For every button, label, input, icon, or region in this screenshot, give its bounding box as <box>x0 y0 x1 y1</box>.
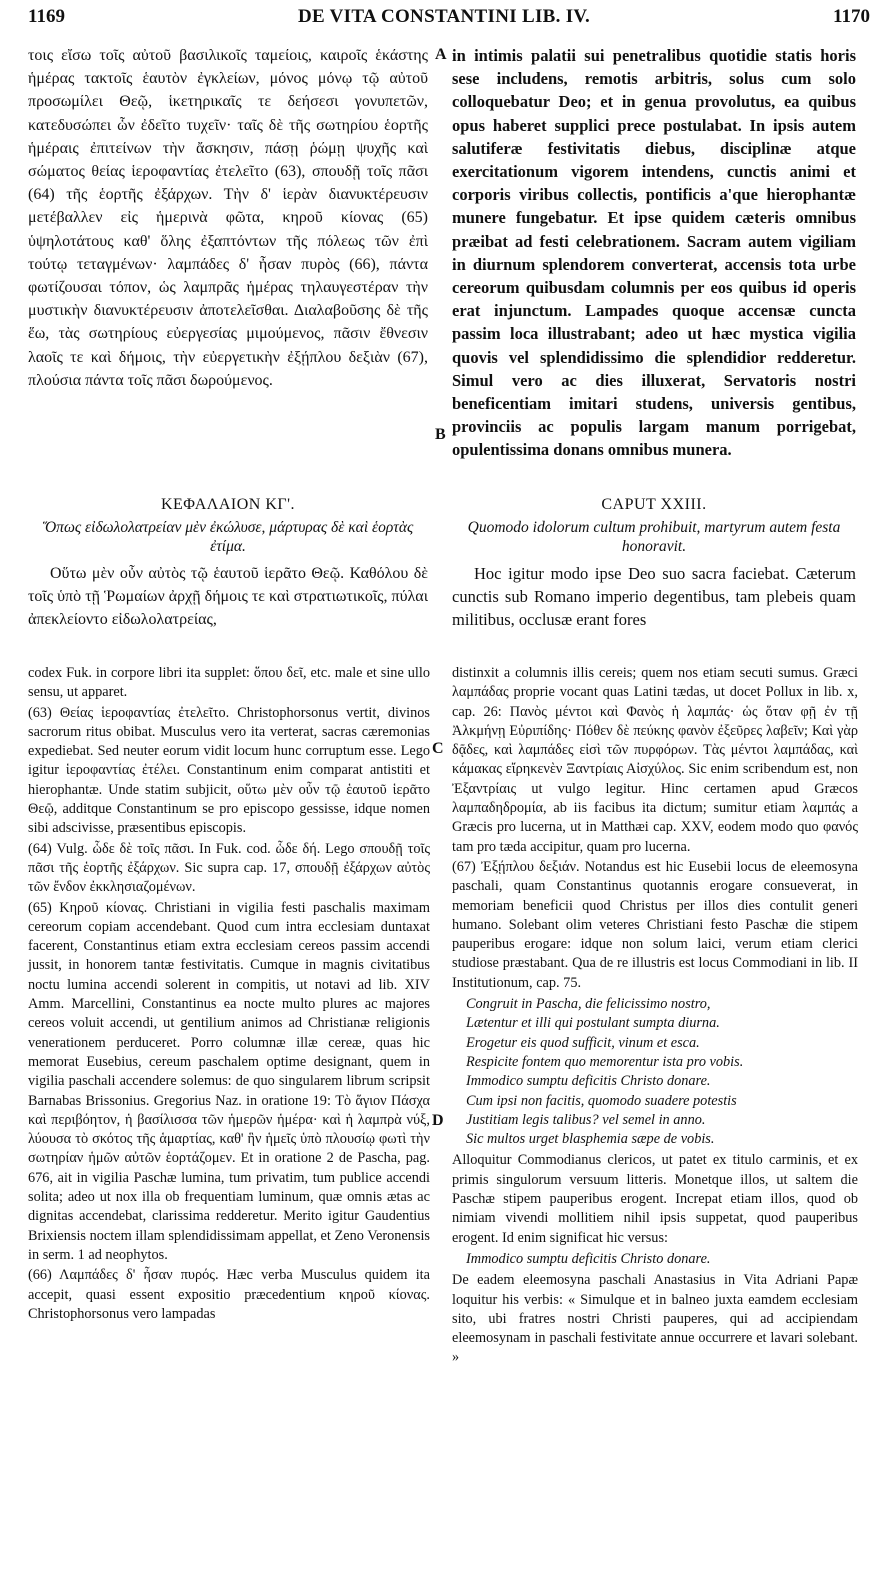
note-66-continuation: distinxit a columnis illis cereis; quem nos etiam secuti sumus. Græci λαμπάδας proprie vocant quas Latini tædas, ut docet Pollux in lib. x, cap. 26: Πανὸς μέντοι καὶ Φανὸς ἡ λαμπάς· ὡς ὅταν φῇ ἐν τῇ Ἀλκμήνῃ Εὐριπίδης· Πόθεν δὲ πεύκης φανὸν ἐξεῦρες λαβεῖν; Καὶ γὰρ δᾷδες, καὶ λαμπάδες εἰσὶ τῶν πυρφόρων. Τὰς μέντοι λαμπάδας, καὶ κάμακας εἴρηκενὲν Ξαντρίαις Αἰσχύλος. Sic enim scribendum est, non Ἐξαντρίαις ut vulgo legitur. Hinc certamen apud Græcos λαμπαδηδρομία, ab iis facibus ita dictum; sumitur etiam λαμπάς a Græcis pro lucerna, ut in Matthæi cap. XXV, eodem modo quo φανός tam pro tæda accipitur, quam pro lucerna. <box>452 665 858 855</box>
note-66: (66) Λαμπάδες δ' ἦσαν πυρός. Hæc verba Musculus quidem ita accepit, quasi essent expositio præcedentium κηροῦ κίονας. Christophorsonus vero lampadas <box>28 1267 430 1322</box>
verse-line: Erogetur eis quod sufficit, vinum et esca. <box>466 1034 700 1051</box>
latin-text-column <box>452 44 856 462</box>
greek-paragraph: τοις εἴσω τοῖς αὐτοῦ βασιλικοῖς ταμείοις, καιροῖς ἑκάστης ἡμέρας τακτοῖς ἑαυτὸν ἐγκλείων, μόνος μόνῳ τῷ αὐτοῦ προσωμίλει Θεῷ, ἱκετηρικαῖς τε δεήσεσι γονυπετῶν, κατεδυσώπει ὧν ἐδεῖτο τυχεῖν· ταῖς δὲ τῆς σωτηρίου ἑορτῆς ἡμέραις ἐπιτείνων τὴν ἄσκησιν, πάσῃ ῥώμῃ ψυχῆς καὶ σώματος θείας ἱεροφαντίας ἐτελεῖτο (63), σπουδῇ τοῖς πᾶσι (64) τῆς ἑορτῆς ἐξάρχων. Τὴν δ' ἱερὰν διανυκτέρευσιν μετέβαλλεν εἰς ἡμερινὰ φῶτα, κηροῦ κίονας (65) ὑψηλοτάτους καθ' ὅλης ἐξαπτόντων τῆς πόλεως τῶν ἐπὶ τούτῳ τεταγμένων· λαμπάδες δ' ἦσαν πυρὸς (66), πάντα φωτίζουσαι τόπον, ὡς λαμπρᾶς ἡμέρας τηλαυγεστέραν τὴν μυστικὴν διανυκτέρευσιν ἀποτελεῖσθαι. Διαλαβοῦσης δὲ τῆς ἕω, τὰς σωτηρίους εὐεργεσίας μιμούμενος, πᾶσιν ἔθνεσιν λαοῖς τε καὶ δήμοις, τὴν εὐεργετικὴν ἐξῄπλου δεξιὰν (67), πλούσια πάντα τοῖς πᾶσι δωρούμενος. <box>28 47 428 389</box>
latin-chapter-section <box>452 496 856 631</box>
latin-paragraph: in intimis palatii sui penetralibus quotidie statis horis sese includens, remotis arbitris, solus cum solo colloquebatur Deo; et in genua provolutus, ea quibus opus haberet supplici prece postulabat. In ipsis autem salutiferæ festivitatis diebus, disciplinæ atque exercitationum vigorem intendens, cunctis animi et corporis viribus collectis, pontificis a'que hierophantæ munere fungebatur. Et ipse quidem cæteris omnibus præibat ad festi celebrationem. Sacram autem vigiliam in diurnum splendorem converterat, accensis tota urbe cereorum quibusdam columnis per eos quibus id operis erat injunctum. Lampades quoque accensæ cuncta passim loca illustrabant; adeo ut hæc mystica vigilia quovis vel splendidissimo die splendidior redderetur. Simul vero ac dies illuxerat, Servatoris nostri beneficentiam imitari studens, universis gentibus, provinciis ac populis largam manum porrigebat, opulentissima donans omnibus munera. <box>452 46 856 460</box>
note-67-commentary: Alloquitur Commodianus clericos, ut patet ex titulo carminis, et ex primis singulorum versuum litteris. Monetque illos, ut saltem die Paschæ stipem pauperibus erogent. Increpat etiam illos, quod ob nimiam vivendi mollitiem nihil ipsis suppetat, quod pauperibus erogent. Id enim significat hic versus: <box>452 1152 858 1246</box>
greek-chapter-subtitle: Ὅπως εἰδωλολατρείαν μὲν ἐκώλυσε, μάρτυρας δὲ καὶ ἑορτὰς ἐτίμα. <box>42 519 414 555</box>
margin-letter-d: D <box>432 1112 444 1129</box>
greek-text-column <box>28 44 428 392</box>
note-63: (63) Θείας ἱεροφαντίας ἐτελεῖτο. Christophorsonus vertit, divinos sacrorum ritus obibat. Musculus vero ita verterat, sacras cæremonias expediebat. Sed neuter eorum vidit locum hunc corruptum esse. Lego igitur ἱεροφαντίας ἐτέλει. Constantinum enim comparat antistiti et hierophantæ. Unde statim subjicit, οὕτω μὲν οὖν τῷ ἑαυτοῦ ἱερᾶτο Θεῷ, additque Constantinum se pro episcopo gessisse, idque nomen sibi adscivisse, præsentibus episcopis. <box>28 704 430 837</box>
verse-line: Congruit in Pascha, die felicissimo nostro, <box>466 996 711 1013</box>
latin-chapter-subtitle: Quomodo idolorum cultum prohibuit, martyrum autem festa honoravit. <box>467 519 841 555</box>
verse-line: Cum ipsi non facitis, quomodo suadere potestis <box>466 1092 737 1109</box>
margin-letter-a: A <box>435 46 447 63</box>
latin-chapter-body: Hoc igitur modo ipse Deo suo sacra faciebat. Cæterum cunctis sub Romano imperio degentibus, tam plebeis quam militibus, occlusæ erant fores <box>452 564 856 629</box>
commodian-verses <box>466 995 858 1149</box>
margin-letter-c: C <box>432 740 444 757</box>
verse-line: Immodico sumptu deficitis Christo donare. <box>466 1250 711 1267</box>
note-64: (64) Vulg. ὧδε δὲ τοῖς πᾶσι. In Fuk. cod. ὧδε δή. Lego σπουδῇ τοῖς πᾶσι τῆς ἑορτῆς ἐξάρχων. Sic supra cap. 17, σπουδῇ ἐξάρχων αὐτὸς τῶν ἔνδον ἐκκλησιαζομένων. <box>28 840 430 896</box>
quoted-verse <box>466 1250 858 1269</box>
greek-chapter-body: Οὕτω μὲν οὖν αὐτὸς τῷ ἑαυτοῦ ἱερᾶτο Θεῷ. Καθόλου δὲ τοῖς ὑπὸ τῇ Ῥωμαίων ἀρχῇ δήμοις τε καὶ στρατιωτικοῖς, πύλαι ἀπεκλείοντο εἰδωλολατρείας, <box>28 565 428 628</box>
verse-line: Immodico sumptu deficitis Christo donare. <box>466 1073 711 1090</box>
page-number-right: 1170 <box>833 6 870 27</box>
greek-chapter-section <box>28 496 428 631</box>
notes-left-column <box>28 664 430 1324</box>
notes-right-column <box>452 664 858 1368</box>
running-title: DE VITA CONSTANTINI LIB. IV. <box>297 6 591 27</box>
note-67-anastasius: De eadem eleemosyna paschali Anastasius in Vita Adriani Papæ loquitur his verbis: « Simulque et in balneo juxta eamdem ecclesiam sito, ubi fratres nostri Christi pauperes, qui ad accipiendam eleemosynam in paschali festivitate annue occurrere et lavari solebant. » <box>452 1272 858 1366</box>
latin-chapter-heading: CAPUT XXIII. <box>601 496 707 513</box>
page-number-left: 1169 <box>28 6 65 27</box>
margin-letter-b: B <box>435 426 446 443</box>
verse-line: Lætentur et illi qui postulant sumpta diurna. <box>466 1015 720 1032</box>
note-67: (67) Ἐξῄπλου δεξιάν. Notandus est hic Eusebii locus de eleemosyna paschali, quam Constantinus quotannis erogare consueverat, in memoriam beneficii quod Christus per illos dies contulit generi humano. Solebant olim veteres Christiani festo Paschæ die stipem pauperibus erogare: idque non solum laici, verum etiam clerici studiose præstabant. Qua de re illustris est locus Commodiani in lib. II Institutionum, cap. 75. <box>452 858 858 991</box>
note-continuation: codex Fuk. in corpore libri ita supplet: ὅπου δεῖ, etc. male et sine ullo sensu, ut apparet. <box>28 665 430 701</box>
greek-chapter-heading: ΚΕΦΑΛΑΙΟΝ ΚΓ'. <box>160 496 296 513</box>
note-65: (65) Κηροῦ κίονας. Christiani in vigilia festi paschalis maximam cereorum copiam accendebant. Quod cum intra ecclesiam duntaxat facerent, Constantinus etiam extra ecclesiam cereos passim accendi jussit, in honorem tantæ festivitatis. Cumque in magnis civitatibus noctu lumina accendi solerent in compitis, ut notavi ad lib. XIV Amm. Marcellini, Constantinus ea nocte multo plures ac majores cereos voluit accendi, ut gentilium animos ad Christianæ religionis venerationem perduceret. Porro columnæ illæ cereæ, quas hic memorat Eusebius, cereum paschalem optime designant, quem in vigilia paschali accendere solemus: de quo singularem librum scripsit Barnabas Brissonius. Gregorius Naz. in oratione 19: Τὸ ἅγιον Πάσχα καὶ περιβόητον, ἡ βασίλισσα τῶν ἡμερῶν ἡμέρα· καὶ ἡ λαμπρὰ νύξ, λύουσα τὸ σκότος τῆς ἁμαρτίας, καθ' ἣν ἡμεῖς ὑπὸ πλουσίῳ φωτὶ τὴν σωτηρίαν ἡμῶν αὐτῶν ἑορτάζομεν. Et in oratione 2 de Pascha, pag. 676, ait in vigilia Paschæ lumina, tum privatim, tum publice accendi solita; adeo ut nox illa ob frequentiam luminum, quæ omnis ætas ac dignitas accendebat, clarissima redderetur. Merito igitur Gaudentius Brixiensis noctem illam splendidissimam appellat, et Zeno Veronensis in serm. 1 ad neophytos. <box>28 899 430 1263</box>
verse-line: Justitiam legis talibus? vel semel in anno. <box>466 1111 706 1128</box>
verse-line: Respicite fontem quo memorentur ista pro vobis. <box>466 1053 744 1070</box>
verse-line: Sic multos urget blasphemia sæpe de vobis. <box>466 1131 715 1148</box>
